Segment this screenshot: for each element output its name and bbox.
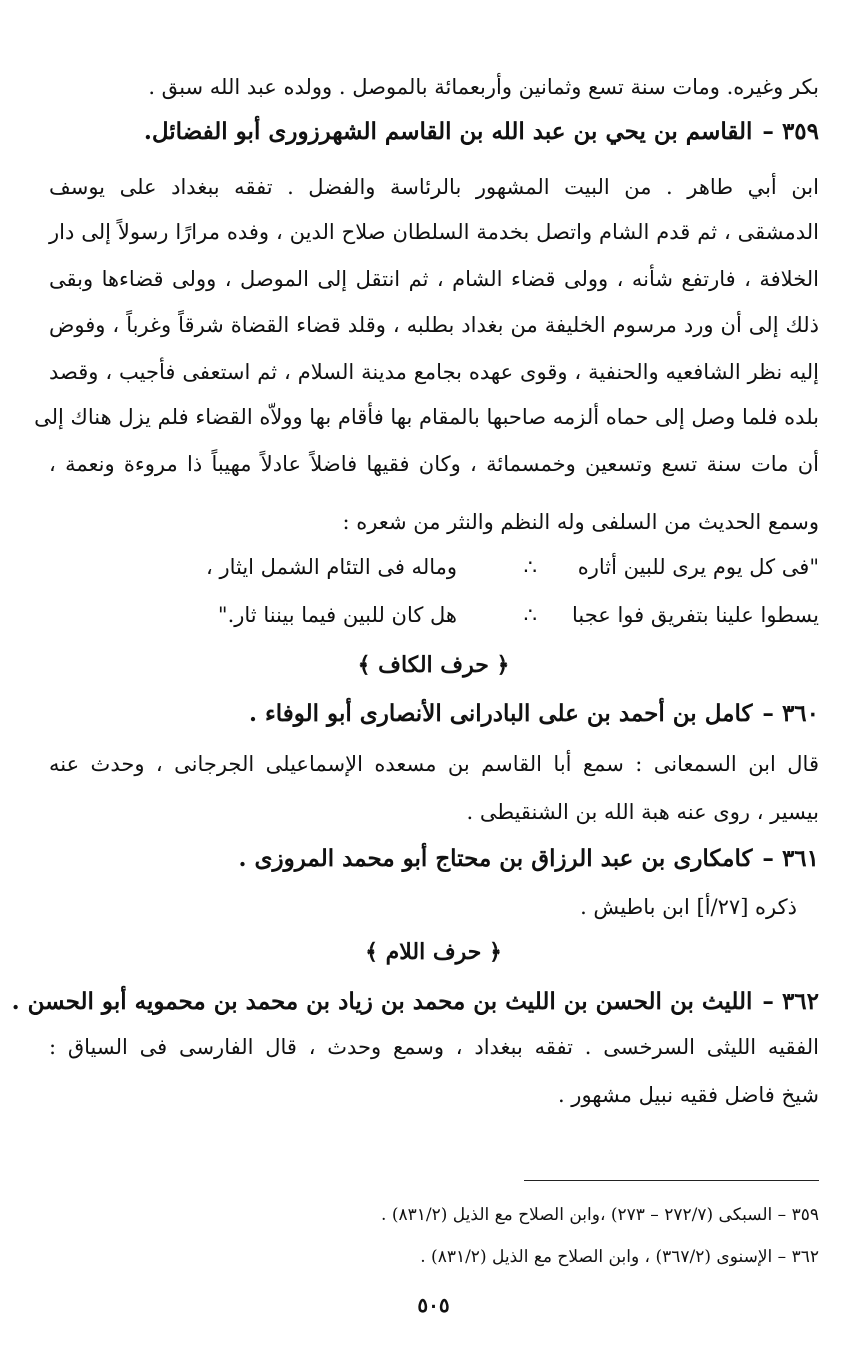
entry-title: القاسم بن يحي بن عبد الله بن القاسم الشهرزورى أبو الفضائل. [143,118,753,145]
text-line: ابن أبي طاهر . من البيت المشهور بالرئاسة والفضل . تفقه ببغداد على يوسف [49,175,819,199]
text-line: بيسير ، روى عنه هبة الله بن الشنقيطى . [466,800,819,824]
entry-heading-361 [49,842,819,876]
text-line: ذكره [٢٧/أ] ابن باطيش . [580,895,797,919]
entry-heading-360 [49,697,819,731]
text-line: بلده فلما وصل إلى حماه ألزمه صاحبها بالمقام بها فأقام بها وولاّه القضاء فلم يزل هناك إلى [34,405,819,429]
entry-number: ٣٦١ – [762,845,819,872]
text-line: قال ابن السمعانى : سمع أبا القاسم بن مسعده الإسماعيلى الجرجانى ، وحدث عنه [49,752,819,776]
text-line: الدمشقى ، ثم قدم الشام واتصل بخدمة السلطان صلاح الدين ، وفده مرارًا رسولاً إلى دار [49,220,819,244]
entry-title: كامل بن أحمد بن على البادرانى الأنصارى أبو الوفاء . [248,700,753,727]
entry-number: ٣٦٠ – [762,700,819,727]
footnote-359: ٣٥٩ – السبكى (٢٧٢/٧ – ٢٧٣) ،وابن الصلاح مع الذيل (٨٣١/٢) . [381,1205,819,1225]
entry-title: الليث بن الحسن بن الليث بن محمد بن زياد بن محمد بن محمويه أبو الحسن . [11,988,753,1015]
page-number: ٥٠٥ [417,1293,450,1317]
entry-number: ٣٥٩ – [762,118,819,145]
section-heading-lam: ﴿ حرف اللام ﴾ [365,939,502,965]
text-line: الفقيه الليثى السرخسى . تفقه ببغداد ، وسمع وحدث ، قال الفارسى فى السياق : [49,1035,819,1059]
section-heading-kaf: ﴿ حرف الكاف ﴾ [357,652,510,678]
text-line: بكر وغيره. ومات سنة تسع وثمانين وأربعمائة بالموصل . وولده عبد الله سبق . [148,75,819,99]
poem-verse-1b: وماله فى التئام الشمل ايثار ، [205,555,457,579]
entry-heading-362 [11,985,819,1019]
entry-title: كامكارى بن عبد الرزاق بن محتاج أبو محمد المروزى . [238,845,753,872]
text-line: الخلافة ، فارتفع شأنه ، وولى قضاء الشام ، ثم انتقل إلى الموصل ، وولى قضاءها وبقى [49,267,819,291]
poem-verse-2b: هل كان للبين فيما بيننا ثار." [217,603,457,627]
poem-separator: ∴ [523,603,537,627]
text-line: وسمع الحديث من السلفى وله النظم والنثر من شعره : [342,510,819,534]
poem-verse-2a: يسطوا علينا بتفريق فوا عجبا [571,603,819,627]
text-line: إليه نظر الشافعيه والحنفية ، وقوى عهده بجامع مدينة السلام ، ثم استعفى فأجيب ، وقصد [49,360,819,384]
poem-separator: ∴ [523,555,537,579]
entry-heading-359 [49,115,819,149]
footnote-362: ٣٦٢ – الإسنوى (٣٦٧/٢) ، وابن الصلاح مع الذيل (٨٣١/٢) . [420,1247,819,1267]
poem-verse-1a: "فى كل يوم يرى للبين أثاره [577,555,819,579]
text-line: أن مات سنة تسع وتسعين وخمسمائة ، وكان فقيها فاضلاً عادلاً مهيباً ذا مروءة ونعمة ، [49,452,819,476]
entry-number: ٣٦٢ – [762,988,819,1015]
text-line: ذلك إلى أن ورد مرسوم الخليفة من بغداد بطلبه ، وقلد قضاء القضاة شرقاً وغرباً ، وفوض [49,313,819,337]
text-line: شيخ فاضل فقيه نبيل مشهور . [557,1083,819,1107]
footnote-divider [524,1180,819,1181]
